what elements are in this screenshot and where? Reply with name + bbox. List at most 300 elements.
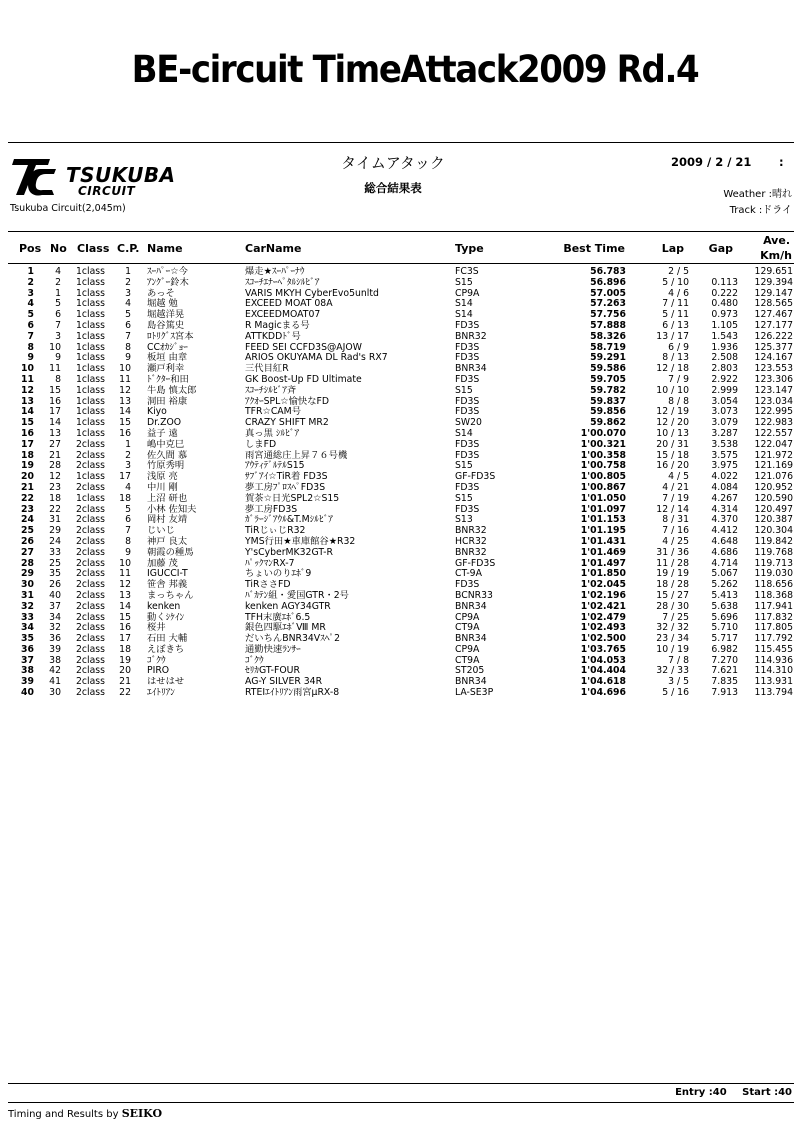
cell-pos: 26 bbox=[21, 535, 34, 547]
event-date: 2009 / 2 / 21 bbox=[671, 155, 752, 169]
cell-car: FEED SEI CCFD3S@AJOW bbox=[245, 341, 362, 353]
cell-ave: 120.497 bbox=[754, 503, 793, 515]
cell-best-time: 1'01.195 bbox=[580, 525, 626, 537]
cell-type: GF-FD3S bbox=[455, 557, 496, 569]
cell-no: 27 bbox=[49, 438, 61, 450]
cell-best-time: 59.856 bbox=[590, 406, 626, 418]
cell-ave: 119.030 bbox=[754, 568, 793, 580]
cell-name: ｴｲﾄﾘｱﾝ bbox=[147, 687, 175, 699]
cell-name: 加藤 茂 bbox=[147, 557, 178, 569]
cell-no: 30 bbox=[49, 687, 61, 699]
cell-pos: 11 bbox=[21, 373, 34, 385]
cell-cp: 9 bbox=[125, 546, 131, 558]
cell-lap: 7 / 25 bbox=[662, 611, 689, 623]
cell-pos: 9 bbox=[27, 352, 34, 364]
cell-car: 銀色四駆ｴﾎﾞⅧ MR bbox=[245, 622, 326, 634]
cell-lap: 10 / 19 bbox=[656, 643, 689, 655]
cell-name: 益子 遠 bbox=[147, 427, 178, 439]
divider-bottom bbox=[8, 1102, 794, 1103]
cell-cp: 10 bbox=[119, 557, 131, 569]
cell-pos: 33 bbox=[21, 611, 34, 623]
cell-lap: 5 / 11 bbox=[662, 309, 689, 321]
cell-gap: 7.835 bbox=[711, 676, 738, 688]
cell-cp: 4 bbox=[125, 481, 131, 493]
cell-cp: 2 bbox=[125, 276, 131, 288]
cell-no: 16 bbox=[49, 395, 61, 407]
cell-ave: 120.304 bbox=[754, 525, 793, 537]
cell-ave: 122.995 bbox=[754, 406, 793, 418]
cell-cp: 7 bbox=[125, 330, 131, 342]
cell-ave: 119.842 bbox=[754, 535, 793, 547]
cell-type: CP9A bbox=[455, 287, 480, 299]
cell-pos: 21 bbox=[21, 481, 34, 493]
cell-class: 2class bbox=[76, 600, 105, 612]
cell-gap: 4.412 bbox=[711, 525, 738, 537]
cell-gap: 3.538 bbox=[711, 438, 738, 450]
cell-pos: 4 bbox=[27, 298, 34, 310]
cell-cp: 3 bbox=[125, 287, 131, 299]
cell-no: 28 bbox=[49, 460, 61, 472]
cell-gap: 5.696 bbox=[711, 611, 738, 623]
cell-ave: 119.713 bbox=[754, 557, 793, 569]
cell-lap: 23 / 34 bbox=[656, 633, 689, 645]
table-row bbox=[0, 688, 800, 699]
cell-car: ｶﾞﾗｰｼﾞｱｳﾙ&T.Mｼﾙﾋﾞｱ bbox=[245, 514, 333, 526]
cell-car: ﾊﾟｯｸﾏﾝRX-7 bbox=[245, 557, 295, 569]
cell-best-time: 1'02.421 bbox=[580, 600, 626, 612]
cell-class: 1class bbox=[76, 406, 105, 418]
col-best-time: Best Time bbox=[563, 242, 625, 255]
cell-car: 三代目紅R bbox=[245, 363, 289, 375]
cell-ave: 113.931 bbox=[754, 676, 793, 688]
cell-no: 7 bbox=[55, 319, 61, 331]
cell-no: 26 bbox=[49, 579, 61, 591]
cell-best-time: 1'00.070 bbox=[580, 427, 626, 439]
logo-text-tsukuba: TSUKUBA bbox=[66, 163, 176, 187]
cell-lap: 8 / 8 bbox=[668, 395, 689, 407]
cell-car: ｱｳﾃｨﾃﾞﾙﾃﾙS15 bbox=[245, 460, 305, 472]
cell-best-time: 1'00.358 bbox=[580, 449, 626, 461]
cell-type: CP9A bbox=[455, 643, 480, 655]
cell-name: まっちゃん bbox=[147, 589, 194, 601]
cell-lap: 16 / 20 bbox=[656, 460, 689, 472]
cell-ave: 123.306 bbox=[754, 373, 793, 385]
cell-cp: 17 bbox=[119, 633, 131, 645]
cell-type: S15 bbox=[455, 276, 473, 288]
cell-no: 14 bbox=[49, 417, 61, 429]
cell-type: FD3S bbox=[455, 373, 480, 385]
cell-name: 佐久間 慕 bbox=[147, 449, 188, 461]
cell-gap: 1.105 bbox=[711, 319, 738, 331]
cell-class: 1class bbox=[76, 417, 105, 429]
cell-class: 1class bbox=[76, 363, 105, 375]
cell-no: 2 bbox=[55, 276, 61, 288]
cell-no: 13 bbox=[49, 427, 61, 439]
credit-prefix: Timing and Results by bbox=[8, 1109, 119, 1120]
cell-lap: 5 / 10 bbox=[662, 276, 689, 288]
cell-car: R Magicまる号 bbox=[245, 319, 310, 331]
cell-pos: 34 bbox=[21, 622, 34, 634]
cell-gap: 1.936 bbox=[711, 341, 738, 353]
cell-no: 6 bbox=[55, 309, 61, 321]
cell-cp: 1 bbox=[125, 266, 131, 277]
cell-ave: 126.222 bbox=[754, 330, 793, 342]
cell-name: 動くｼｹｲﾝ bbox=[147, 611, 185, 623]
cell-best-time: 1'02.500 bbox=[580, 633, 626, 645]
cell-type: FC3S bbox=[455, 266, 479, 277]
cell-best-time: 57.263 bbox=[590, 298, 626, 310]
cell-gap: 4.022 bbox=[711, 471, 738, 483]
cell-pos: 30 bbox=[21, 579, 34, 591]
table-row bbox=[0, 548, 800, 559]
cell-ave: 115.455 bbox=[754, 643, 793, 655]
cell-name: 朝霞の種馬 bbox=[147, 546, 194, 558]
cell-ave: 120.387 bbox=[754, 514, 793, 526]
cell-name: 堀越 勉 bbox=[147, 298, 178, 310]
cell-no: 9 bbox=[55, 352, 61, 364]
cell-best-time: 57.888 bbox=[590, 319, 626, 331]
cell-type: FD3S bbox=[455, 352, 480, 364]
cell-class: 1class bbox=[76, 287, 105, 299]
timing-credit bbox=[8, 1107, 162, 1120]
cell-lap: 4 / 6 bbox=[668, 287, 689, 299]
cell-type: BNR34 bbox=[455, 676, 487, 688]
cell-gap: 4.648 bbox=[711, 535, 738, 547]
cell-no: 39 bbox=[49, 643, 61, 655]
cell-ave: 127.177 bbox=[754, 319, 793, 331]
cell-car: ｾﾘｶGT-FOUR bbox=[245, 665, 300, 677]
cell-car: 夢工房FD3S bbox=[245, 503, 298, 515]
cell-gap: 5.710 bbox=[711, 622, 738, 634]
cell-best-time: 1'01.050 bbox=[580, 492, 626, 504]
cell-no: 34 bbox=[49, 611, 61, 623]
cell-ave: 117.805 bbox=[754, 622, 793, 634]
cell-ave: 122.983 bbox=[754, 417, 793, 429]
cell-car: ｱｸｵｰSPL☆愉快なFD bbox=[245, 395, 330, 407]
cell-gap: 5.262 bbox=[711, 579, 738, 591]
cell-best-time: 1'03.765 bbox=[580, 643, 626, 655]
cell-class: 2class bbox=[76, 611, 105, 623]
cell-name: 岡村 友靖 bbox=[147, 514, 188, 526]
cell-gap: 0.222 bbox=[711, 287, 738, 299]
cell-class: 1class bbox=[76, 309, 105, 321]
cell-pos: 5 bbox=[27, 309, 34, 321]
cell-best-time: 57.005 bbox=[590, 287, 626, 299]
cell-class: 1class bbox=[76, 330, 105, 342]
cell-car: TFH末廣ｴﾎﾞ6.5 bbox=[245, 611, 311, 623]
table-row bbox=[0, 494, 800, 505]
cell-name: 板垣 由章 bbox=[147, 352, 188, 364]
cell-ave: 128.565 bbox=[754, 298, 793, 310]
cell-pos: 8 bbox=[27, 341, 34, 353]
table-row bbox=[0, 278, 800, 289]
cell-no: 24 bbox=[49, 535, 61, 547]
cell-lap: 12 / 14 bbox=[656, 503, 689, 515]
cell-cp: 4 bbox=[125, 298, 131, 310]
cell-pos: 38 bbox=[21, 665, 34, 677]
table-row bbox=[0, 602, 800, 613]
cell-type: S15 bbox=[455, 384, 473, 396]
cell-pos: 28 bbox=[21, 557, 34, 569]
col-car: CarName bbox=[245, 242, 302, 255]
cell-cp: 12 bbox=[119, 384, 131, 396]
cell-pos: 37 bbox=[21, 654, 34, 666]
table-header bbox=[0, 232, 800, 262]
cell-car: 賀茶☆日光SPL2☆S15 bbox=[245, 492, 340, 504]
cell-ave: 121.972 bbox=[754, 449, 793, 461]
cell-ave: 117.832 bbox=[754, 611, 793, 623]
cell-pos: 10 bbox=[21, 363, 34, 375]
cell-no: 4 bbox=[55, 266, 61, 277]
cell-car: ｽｺｰﾁｼﾙﾋﾞｱ斉 bbox=[245, 384, 297, 396]
cell-cp: 13 bbox=[119, 395, 131, 407]
cell-ave: 121.076 bbox=[754, 471, 793, 483]
cell-no: 33 bbox=[49, 546, 61, 558]
cell-gap: 4.084 bbox=[711, 481, 738, 493]
cell-class: 1class bbox=[76, 427, 105, 439]
cell-ave: 129.147 bbox=[754, 287, 793, 299]
cell-ave: 123.553 bbox=[754, 363, 793, 375]
cell-best-time: 58.719 bbox=[590, 341, 626, 353]
cell-class: 1class bbox=[76, 373, 105, 385]
cell-name: 堀越洋晃 bbox=[147, 309, 185, 321]
cell-name: 島谷篤史 bbox=[147, 319, 185, 331]
divider-top bbox=[8, 142, 794, 143]
cell-best-time: 1'04.618 bbox=[580, 676, 626, 688]
cell-name: 牛島 慎太郎 bbox=[147, 384, 197, 396]
cell-car: 雨宮通総庄上昇７６号機 bbox=[245, 449, 348, 461]
cell-gap: 1.543 bbox=[711, 330, 738, 342]
cell-pos: 13 bbox=[21, 395, 34, 407]
cell-best-time: 1'00.867 bbox=[580, 481, 626, 493]
cell-gap: 7.621 bbox=[711, 665, 738, 677]
cell-name: 浅原 亮 bbox=[147, 471, 178, 483]
cell-car: 通勤快速ﾗﾝｻｰ bbox=[245, 643, 301, 655]
cell-car: EXCEEDMOAT07 bbox=[245, 309, 321, 321]
cell-cp: 17 bbox=[119, 471, 131, 483]
cell-pos: 36 bbox=[21, 643, 34, 655]
cell-car: RTEIｴｲﾄﾘｱﾝ雨宮μRX-8 bbox=[245, 687, 340, 699]
col-name: Name bbox=[147, 242, 183, 255]
cell-car: EXCEED MOAT 08A bbox=[245, 298, 333, 310]
cell-car: Y'sCyberMK32GT-R bbox=[245, 546, 333, 558]
cell-type: BNR34 bbox=[455, 600, 487, 612]
cell-best-time: 58.326 bbox=[590, 330, 626, 342]
cell-lap: 7 / 11 bbox=[662, 298, 689, 310]
cell-type: FD3S bbox=[455, 395, 480, 407]
cell-gap: 3.575 bbox=[711, 449, 738, 461]
cell-class: 1class bbox=[76, 319, 105, 331]
cell-best-time: 1'02.045 bbox=[580, 579, 626, 591]
cell-car: 夢工房ﾌﾟﾛｽﾍﾟFD3S bbox=[245, 481, 326, 493]
cell-ave: 117.792 bbox=[754, 633, 793, 645]
cell-type: FD3S bbox=[455, 319, 480, 331]
cell-lap: 15 / 27 bbox=[656, 589, 689, 601]
seiko-brand: SEIKO bbox=[121, 1107, 163, 1120]
cell-type: S13 bbox=[455, 514, 473, 526]
cell-lap: 7 / 19 bbox=[662, 492, 689, 504]
result-type: 総合結果表 bbox=[364, 181, 422, 195]
cell-ave: 123.034 bbox=[754, 395, 793, 407]
cell-name: 洞田 裕康 bbox=[147, 395, 188, 407]
cell-type: SW20 bbox=[455, 417, 482, 429]
table-row bbox=[0, 440, 800, 451]
cell-pos: 6 bbox=[27, 319, 34, 331]
cell-class: 2class bbox=[76, 676, 105, 688]
cell-lap: 28 / 30 bbox=[656, 600, 689, 612]
cell-gap: 5.067 bbox=[711, 568, 738, 580]
cell-type: BNR32 bbox=[455, 546, 487, 558]
cell-name: ｽｰﾊﾟｰ☆今 bbox=[147, 266, 188, 277]
cell-no: 36 bbox=[49, 633, 61, 645]
cell-ave: 129.394 bbox=[754, 276, 793, 288]
cell-car: 真っ黒 ｼﾙﾋﾞｱ bbox=[245, 427, 300, 439]
cell-pos: 19 bbox=[21, 460, 34, 472]
cell-class: 2class bbox=[76, 589, 105, 601]
cell-lap: 18 / 28 bbox=[656, 579, 689, 591]
table-row bbox=[0, 386, 800, 397]
cell-car: だいちんBNR34Vｽﾍﾟ2 bbox=[245, 633, 341, 645]
cell-class: 1class bbox=[76, 298, 105, 310]
cell-gap: 0.973 bbox=[711, 309, 738, 321]
cell-class: 1class bbox=[76, 384, 105, 396]
cell-best-time: 1'01.850 bbox=[580, 568, 626, 580]
cell-best-time: 1'01.431 bbox=[580, 535, 626, 547]
cell-cp: 6 bbox=[125, 319, 131, 331]
cell-pos: 17 bbox=[21, 438, 34, 450]
cell-lap: 4 / 25 bbox=[662, 535, 689, 547]
cell-cp: 9 bbox=[125, 352, 131, 364]
cell-cp: 12 bbox=[119, 579, 131, 591]
cell-gap: 3.975 bbox=[711, 460, 738, 472]
cell-class: 2class bbox=[76, 449, 105, 461]
cell-cp: 21 bbox=[119, 676, 131, 688]
cell-class: 1class bbox=[76, 266, 105, 277]
cell-lap: 6 / 9 bbox=[668, 341, 689, 353]
cell-car: ﾊﾞｶﾃﾝ組・愛国GTR・2号 bbox=[245, 589, 349, 601]
cell-car: TiRじぃじR32 bbox=[245, 525, 306, 537]
cell-no: 18 bbox=[49, 492, 61, 504]
cell-gap: 3.287 bbox=[711, 427, 738, 439]
cell-best-time: 59.705 bbox=[590, 373, 626, 385]
cell-car: kenken AGY34GTR bbox=[245, 600, 331, 612]
cell-gap: 5.717 bbox=[711, 633, 738, 645]
cell-name: 中川 剛 bbox=[147, 481, 178, 493]
cell-name: Dr.ZOO bbox=[147, 417, 182, 429]
cell-name: えぼきち bbox=[147, 643, 185, 655]
cell-pos: 23 bbox=[21, 503, 34, 515]
cell-cp: 2 bbox=[125, 449, 131, 461]
cell-best-time: 1'02.493 bbox=[580, 622, 626, 634]
cell-best-time: 59.586 bbox=[590, 363, 626, 375]
cell-no: 38 bbox=[49, 654, 61, 666]
cell-cp: 3 bbox=[125, 460, 131, 472]
cell-name: ﾄﾞｸﾀｰ和田 bbox=[147, 373, 189, 385]
cell-lap: 19 / 19 bbox=[656, 568, 689, 580]
cell-no: 37 bbox=[49, 600, 61, 612]
cell-name: はせはせ bbox=[147, 676, 185, 688]
cell-no: 10 bbox=[49, 341, 61, 353]
col-ave-unit: Km/h bbox=[760, 249, 792, 262]
cell-gap: 0.480 bbox=[711, 298, 738, 310]
cell-ave: 120.952 bbox=[754, 481, 793, 493]
cell-type: FD3S bbox=[455, 438, 480, 450]
cell-type: CT9A bbox=[455, 654, 480, 666]
cell-car: ｺﾞｸｳ bbox=[245, 654, 264, 666]
cell-name: ｱﾝｸﾞｰ鈴木 bbox=[147, 276, 189, 288]
cell-class: 2class bbox=[76, 643, 105, 655]
cell-ave: 114.310 bbox=[754, 665, 793, 677]
cell-class: 1class bbox=[76, 352, 105, 364]
cell-lap: 6 / 13 bbox=[662, 319, 689, 331]
cell-car: TiRささFD bbox=[245, 579, 291, 591]
cell-car: TFR☆CAM号 bbox=[245, 406, 301, 418]
cell-name: CCｵｶｼﾞｮｰ bbox=[147, 341, 188, 353]
cell-ave: 125.377 bbox=[754, 341, 793, 353]
cell-ave: 122.047 bbox=[754, 438, 793, 450]
col-lap: Lap bbox=[661, 242, 684, 255]
cell-no: 8 bbox=[55, 373, 61, 385]
cell-cp: 11 bbox=[119, 373, 131, 385]
cell-no: 12 bbox=[49, 471, 61, 483]
cell-type: ST205 bbox=[455, 665, 485, 677]
cell-car: GK Boost-Up FD Ultimate bbox=[245, 373, 362, 385]
cell-class: 2class bbox=[76, 438, 105, 450]
cell-pos: 20 bbox=[21, 471, 34, 483]
cell-gap: 5.413 bbox=[711, 589, 738, 601]
cell-no: 35 bbox=[49, 568, 61, 580]
cell-no: 42 bbox=[49, 665, 61, 677]
cell-best-time: 56.783 bbox=[590, 266, 626, 277]
cell-lap: 2 / 5 bbox=[668, 266, 689, 277]
cell-ave: 118.656 bbox=[754, 579, 793, 591]
cell-name: 嶋中克巳 bbox=[147, 438, 185, 450]
cell-car: 爆走★ｽｰﾊﾟｰﾅｳ bbox=[245, 266, 305, 277]
cell-lap: 7 / 16 bbox=[662, 525, 689, 537]
cell-ave: 121.169 bbox=[754, 460, 793, 472]
cell-name: あっそ bbox=[147, 287, 175, 299]
cell-lap: 4 / 21 bbox=[662, 481, 689, 493]
cell-name: じいじ bbox=[147, 525, 175, 537]
cell-name: 竹原秀明 bbox=[147, 460, 185, 472]
cell-best-time: 59.837 bbox=[590, 395, 626, 407]
cell-type: GF-FD3S bbox=[455, 471, 496, 483]
cell-lap: 11 / 28 bbox=[656, 557, 689, 569]
cell-pos: 35 bbox=[21, 633, 34, 645]
divider-header-bottom bbox=[8, 263, 794, 264]
cell-lap: 3 / 5 bbox=[668, 676, 689, 688]
col-ave: Ave. bbox=[763, 234, 790, 247]
cell-best-time: 1'01.469 bbox=[580, 546, 626, 558]
cell-ave: 114.936 bbox=[754, 654, 793, 666]
cell-class: 2class bbox=[76, 535, 105, 547]
cell-type: FD3S bbox=[455, 481, 480, 493]
cell-gap: 7.270 bbox=[711, 654, 738, 666]
weather-info: Weather :晴れ bbox=[723, 189, 792, 200]
page-title: BE-circuit TimeAttack2009 Rd.4 bbox=[131, 48, 699, 91]
cell-cp: 20 bbox=[119, 665, 131, 677]
cell-class: 2class bbox=[76, 546, 105, 558]
cell-no: 22 bbox=[49, 503, 61, 515]
cell-car: しまFD bbox=[245, 438, 277, 450]
tc-logo-icon bbox=[10, 155, 56, 199]
cell-gap: 2.803 bbox=[711, 363, 738, 375]
cell-cp: 15 bbox=[119, 611, 131, 623]
cell-no: 25 bbox=[49, 557, 61, 569]
cell-cp: 14 bbox=[119, 600, 131, 612]
cell-best-time: 59.782 bbox=[590, 384, 626, 396]
cell-name: 上沼 研也 bbox=[147, 492, 188, 504]
